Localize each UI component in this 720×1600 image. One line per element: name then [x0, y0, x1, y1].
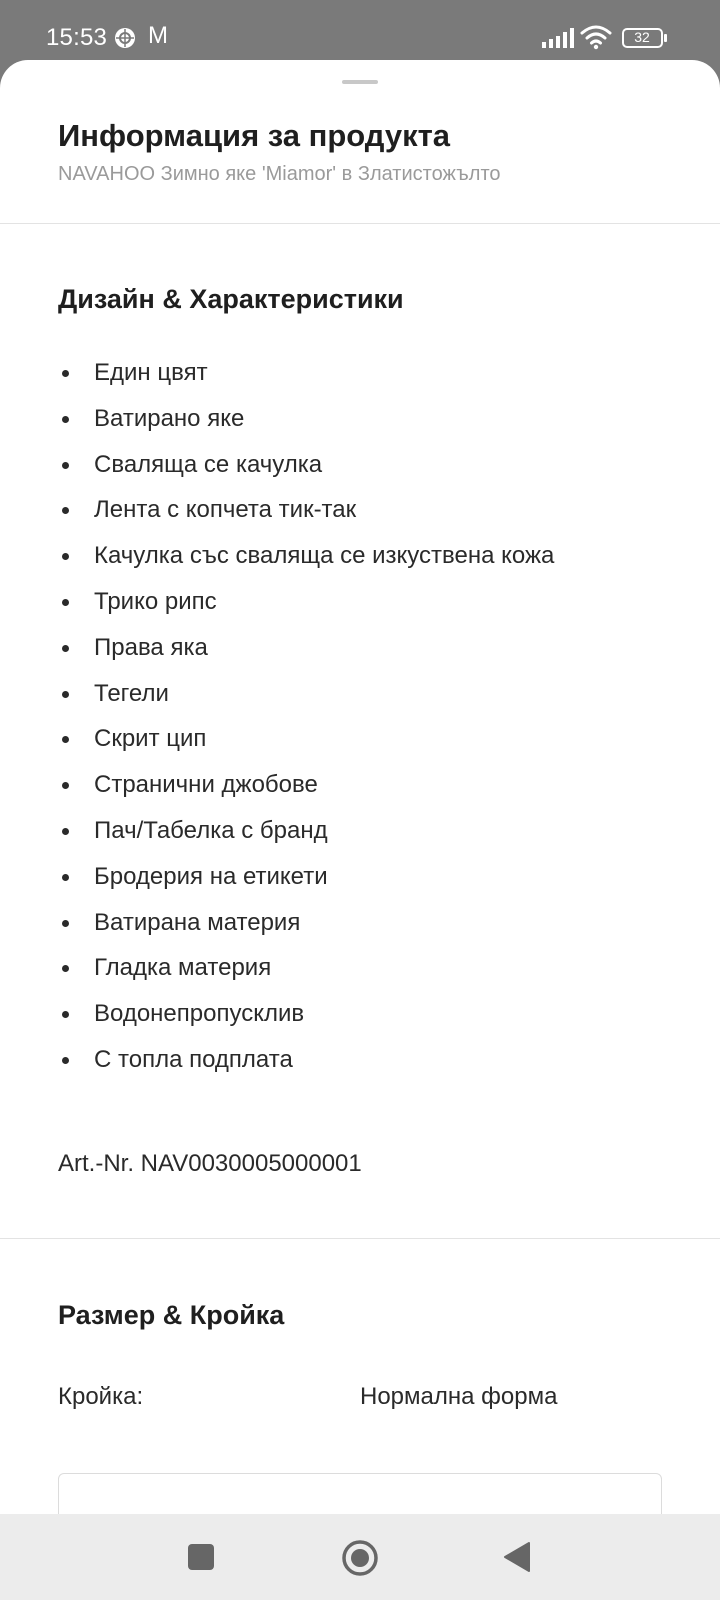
list-item [58, 402, 678, 448]
signal-icon [542, 28, 574, 48]
feature-text: С топла подплата [94, 1045, 293, 1073]
size-table-card[interactable] [58, 1473, 662, 1514]
feature-text: Ватирано яке [94, 404, 245, 432]
bullet-icon [62, 507, 69, 514]
bullet-icon [62, 920, 69, 927]
feature-text: Един цвят [94, 359, 208, 386]
bullet-icon [62, 782, 69, 789]
list-item [58, 768, 678, 814]
home-circle-icon[interactable] [341, 1539, 379, 1577]
feature-text: Качулка със сваляща се изкуствена кожа [94, 542, 555, 570]
list-item [58, 951, 678, 997]
list-item [58, 722, 678, 768]
back-triangle-icon[interactable] [503, 1541, 531, 1573]
list-item [58, 631, 678, 677]
sheet-title: Информация за продукта [58, 118, 451, 153]
feature-text: Трико рипс [94, 587, 217, 615]
list-item [58, 356, 678, 402]
bullet-icon [62, 599, 69, 606]
status-bar [0, 0, 720, 62]
app-notification-icon [114, 27, 136, 49]
feature-text: Ватирана материя [94, 908, 301, 936]
list-item [58, 448, 678, 494]
bullet-icon [62, 462, 69, 469]
fit-value: Нормална форма [360, 1383, 558, 1410]
bullet-icon [62, 736, 69, 743]
feature-text: Скрит цип [94, 725, 207, 753]
sheet-subtitle: NAVAHOO Зимно яке 'Miamor' в Златистожълто [58, 163, 501, 185]
bullet-icon [62, 370, 69, 377]
header-divider [0, 223, 720, 224]
battery-level: 32 [634, 29, 650, 45]
drag-handle[interactable] [342, 80, 378, 84]
list-item [58, 906, 678, 952]
list-item [58, 539, 678, 585]
system-nav-bar [0, 1514, 720, 1600]
article-number: Art.-Nr. NAV0030005000001 [58, 1150, 362, 1177]
bullet-icon [62, 1011, 69, 1018]
wifi-icon [580, 24, 612, 50]
list-item [58, 860, 678, 906]
bullet-icon [62, 965, 69, 972]
feature-text: Водонепропусклив [94, 1000, 305, 1028]
status-time: 15:53 [46, 24, 108, 51]
list-item [58, 1043, 678, 1089]
design-section-title: Дизайн & Характеристики [58, 284, 404, 314]
feature-text: Тегели [94, 679, 169, 707]
section-divider [0, 1238, 720, 1239]
list-item [58, 814, 678, 860]
features-list [58, 356, 678, 1089]
bullet-icon [62, 416, 69, 423]
list-item [58, 677, 678, 723]
list-item [58, 493, 678, 539]
list-item [58, 997, 678, 1043]
recent-apps-square-icon[interactable] [188, 1544, 214, 1570]
size-section-title: Размер & Кройка [58, 1300, 285, 1330]
bullet-icon [62, 553, 69, 560]
bullet-icon [62, 1057, 69, 1064]
bullet-icon [62, 828, 69, 835]
product-info-sheet [0, 60, 720, 1514]
feature-text: Лента с копчета тик-так [94, 496, 357, 524]
feature-text: Бродерия на етикети [94, 862, 328, 890]
feature-text: Гладка материя [94, 954, 272, 982]
fit-label: Кройка: [58, 1383, 144, 1410]
bullet-icon [62, 874, 69, 881]
feature-text: Пач/Табелка с бранд [94, 816, 328, 844]
feature-text: Странични джобове [94, 771, 318, 799]
list-item [58, 585, 678, 631]
carrier-m-icon: M [148, 22, 168, 49]
bullet-icon [62, 645, 69, 652]
bullet-icon [62, 691, 69, 698]
feature-text: Права яка [94, 633, 208, 661]
feature-text: Сваляща се качулка [94, 450, 323, 478]
